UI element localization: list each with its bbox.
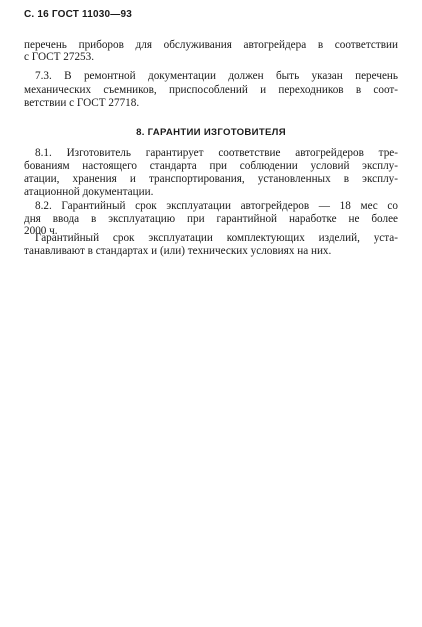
- section-heading: 8. ГАРАНТИИ ИЗГОТОВИТЕЛЯ: [136, 127, 286, 138]
- text-line: Гарантийный срок эксплуатации комплектующих изделий, уста-: [35, 232, 398, 244]
- text-line: 7.3. В ремонтной документации должен быть указан перечень: [35, 70, 398, 82]
- text-line: танавливают в стандартах и (или) технических условиях на них.: [24, 245, 332, 257]
- text-line: ветствии с ГОСТ 27718.: [24, 97, 140, 109]
- text-line: атации, хранения и транспортирования, установленных в эксплу-: [24, 173, 398, 185]
- text-line: 2000 ч.: [24, 225, 58, 237]
- text-line: атационной документации.: [24, 186, 154, 198]
- text-line: 8.2. Гарантийный срок эксплуатации автогрейдеров — 18 мес со: [35, 200, 398, 212]
- text-line: с ГОСТ 27253.: [24, 51, 95, 63]
- text-line: механических съемников, приспособлений и переходников в соот-: [24, 84, 398, 96]
- text-line: дня ввода в эксплуатацию при гарантийной наработке не более: [24, 213, 398, 225]
- text-line: бованиям настоящего стандарта при соблюдении условий эксплу-: [24, 160, 398, 172]
- page-header: С. 16 ГОСТ 11030—93: [24, 9, 133, 20]
- text-line: перечень приборов для обслуживания автогрейдера в соответствии: [24, 39, 398, 51]
- text-line: 8.1. Изготовитель гарантирует соответствие автогрейдеров тре-: [35, 147, 398, 159]
